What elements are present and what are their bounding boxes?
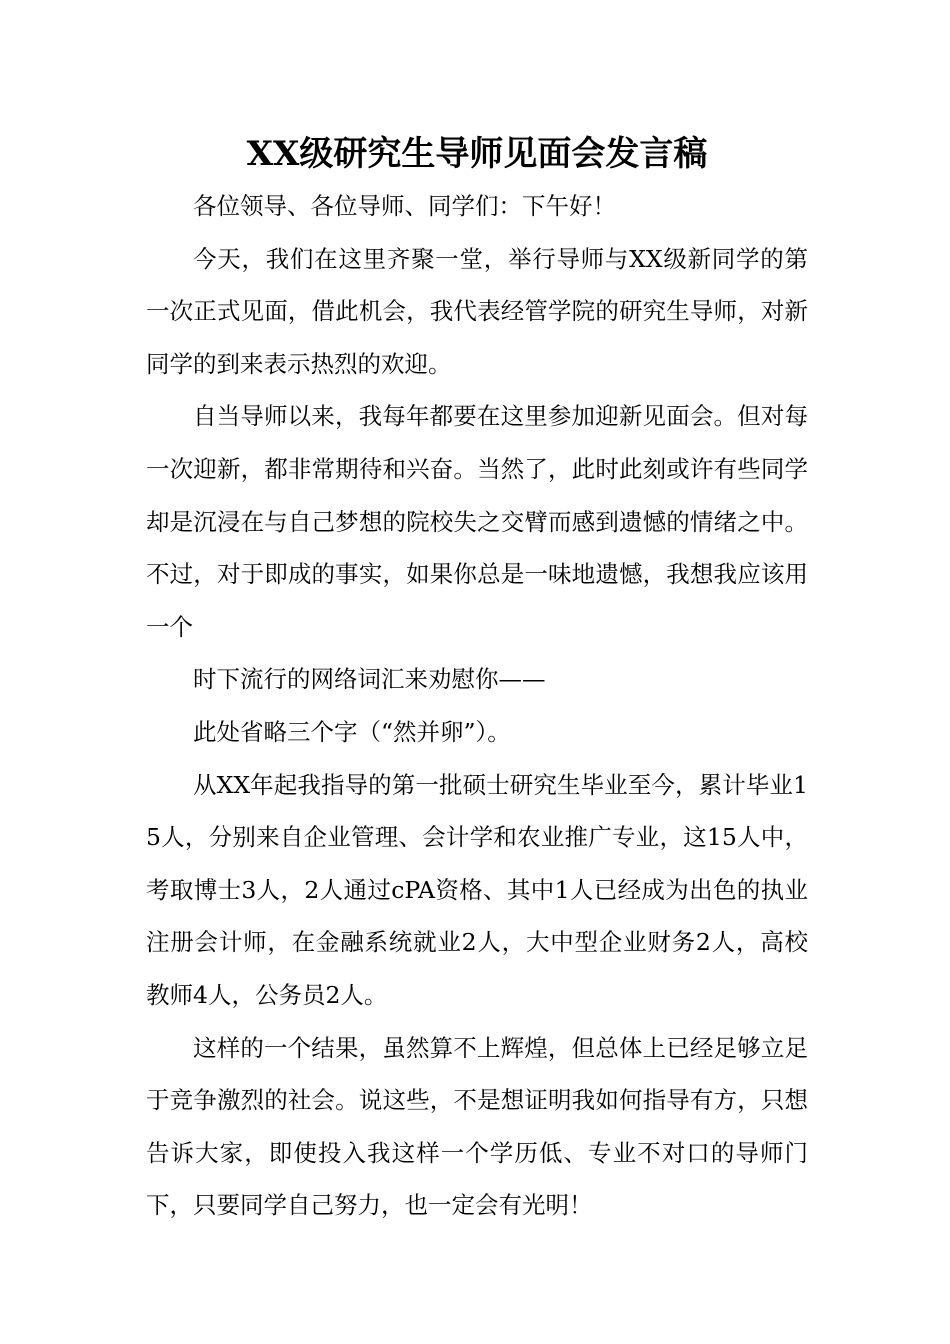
body-paragraph: 从XX年起我指导的第一批硕士研究生毕业至今，累计毕业15人，分别来自企业管理、会计学和农业推广专业，这15人中，考取博士3人，2人通过cPA资格、其中1人已经成为出色的执业注册会计师，在金融系统就业2人，大中型企业财务2人，高校教师4人，公务员2人。 [146,770,808,1009]
body-paragraph: 此处省略三个字（“然并卵”）。 [193,717,511,746]
document-page [146,128,808,1232]
greeting-paragraph: 各位领导、各位导师、同学们：下午好！ [193,192,616,220]
body-paragraph: 这样的一个结果，虽然算不上辉煌，但总体上已经足够立足于竞争激烈的社会。说这些，不是想证明我如何指导有方，只想告诉大家，即使投入我这样一个学历低、专业不对口的导师门下，只要同学自己努力，也一定会有光明！ [146,1033,808,1220]
body-paragraph: 自当导师以来，我每年都要在这里参加迎新见面会。但对每一次迎新，都非常期待和兴奋。当然了，此时此刻或许有些同学却是沉浸在与自己梦想的院校失之交臂而感到遗憾的情绪之中。不过，对于即成的事实，如果你总是一味地遗憾，我想我应该用一个 [146,402,808,641]
body-paragraph: 时下流行的网络词汇来劝慰你—— [193,665,546,694]
body-paragraph: 今天，我们在这里齐聚一堂，举行导师与XX级新同学的第一次正式见面，借此机会，我代表经管学院的研究生导师，对新同学的到来表示热烈的欢迎。 [146,244,808,378]
document-title: XX级研究生导师见面会发言稿 [246,134,708,174]
